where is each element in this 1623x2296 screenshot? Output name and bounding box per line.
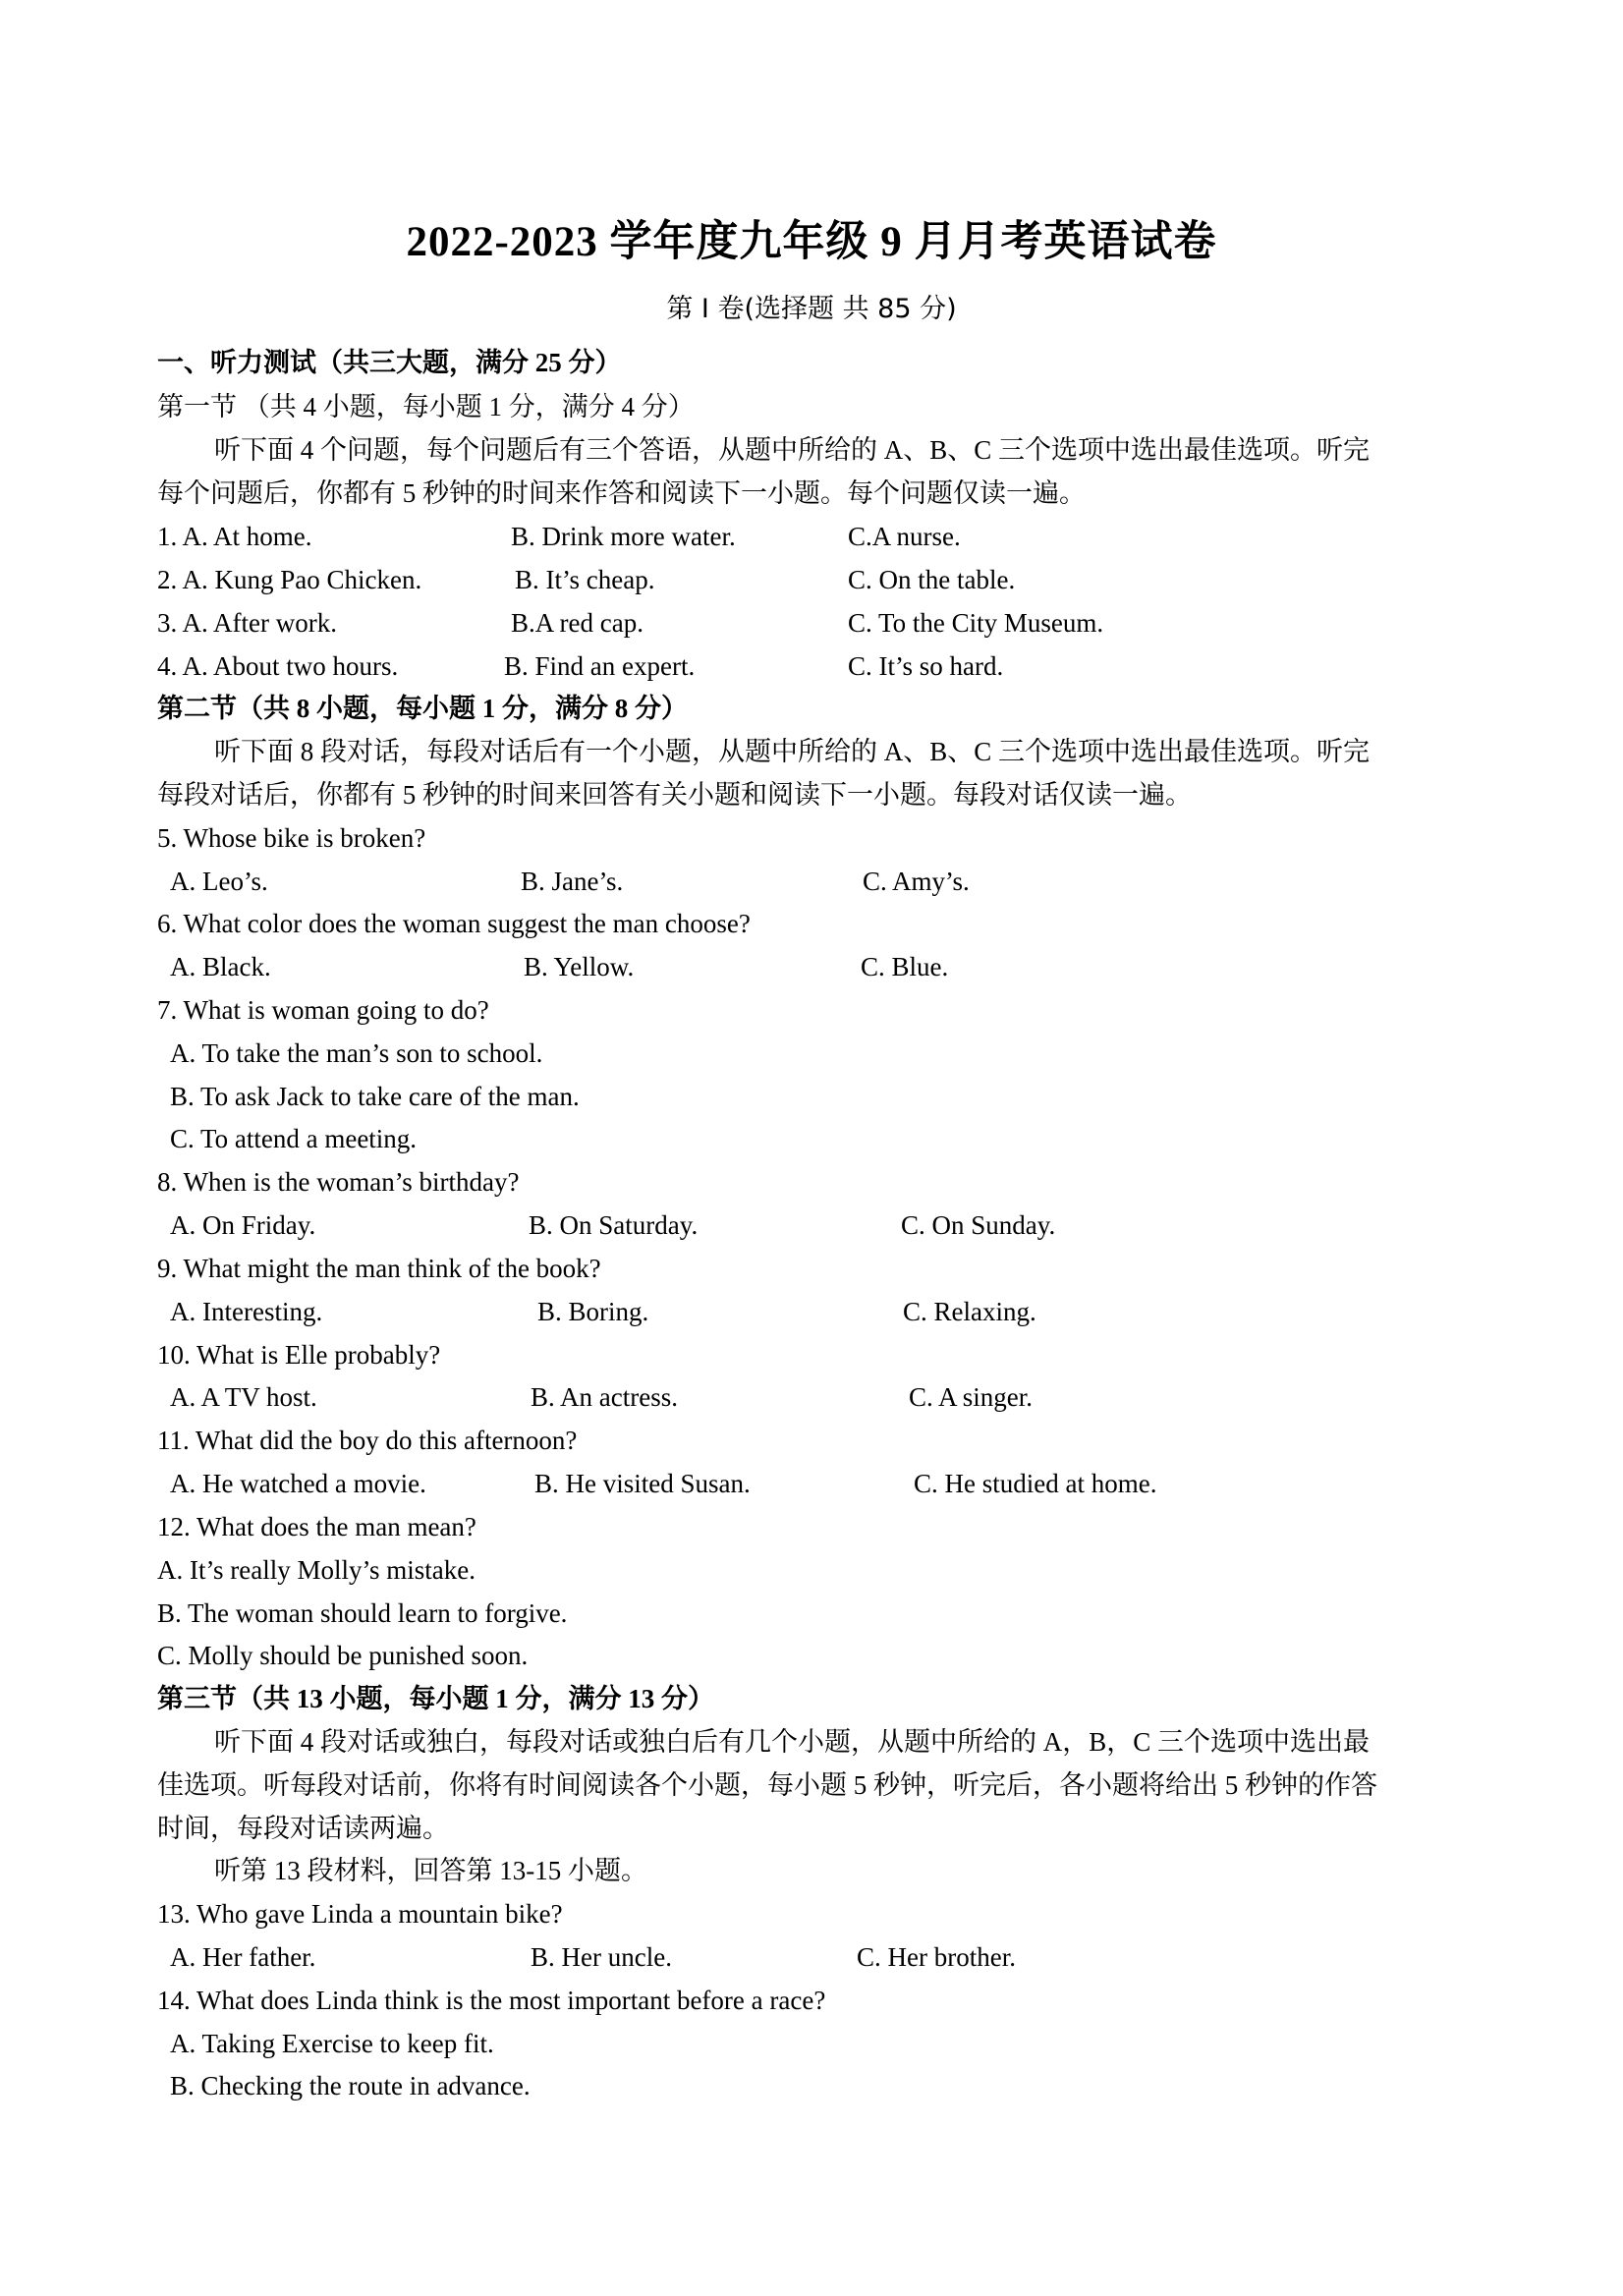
sec3-instruction-1: 听下面 4 段对话或独白，每段对话或独白后有几个小题，从题中所给的 A，B，C 三个选项中选出最	[214, 1727, 1371, 1757]
q8-question: 8. When is the woman’s birthday?	[157, 1167, 520, 1197]
q6-option-b: B. Yellow.	[524, 952, 635, 981]
q4-option-c: C. It’s so hard.	[848, 651, 1004, 681]
q13-option-c: C. Her brother.	[857, 1942, 1016, 1972]
q11-option-b: B. He visited Susan.	[534, 1469, 751, 1498]
sec2-heading: 第二节（共 8 小题，每小题 1 分，满分 8 分）	[157, 694, 688, 723]
q14-question: 14. What does Linda think is the most important before a race?	[157, 1986, 826, 2015]
q2-option-a: 2. A. Kung Pao Chicken.	[157, 565, 422, 594]
sec3-heading: 第三节（共 13 小题，每小题 1 分，满分 13 分）	[157, 1684, 714, 1713]
q9-option-c: C. Relaxing.	[903, 1297, 1036, 1326]
q4-option-a: 4. A. About two hours.	[157, 651, 399, 681]
q7-option-b: B. To ask Jack to take care of the man.	[170, 1082, 580, 1111]
q13-option-b: B. Her uncle.	[531, 1942, 672, 1972]
q14-option-b: B. Checking the route in advance.	[170, 2071, 531, 2100]
q1-option-c: C.A nurse.	[848, 522, 961, 551]
q10-option-c: C. A singer.	[909, 1382, 1034, 1412]
q5-option-c: C. Amy’s.	[863, 867, 970, 896]
q2-option-b: B. It’s cheap.	[515, 565, 655, 594]
sec1-instruction-2: 每个问题后，你都有 5 秒钟的时间来作答和阅读下一小题。每个问题仅读一遍。	[157, 478, 1086, 508]
q8-option-a: A. On Friday.	[170, 1210, 316, 1240]
sec1-instruction-1: 听下面 4 个问题，每个问题后有三个答语，从题中所给的 A、B、C 三个选项中选出最佳选项。听完	[214, 435, 1371, 465]
sec3-instruction-4: 听第 13 段材料，回答第 13-15 小题。	[214, 1856, 647, 1885]
q7-option-a: A. To take the man’s son to school.	[170, 1038, 543, 1068]
page-subtitle: 第 I 卷(选择题 共 85 分)	[666, 294, 957, 324]
q13-option-a: A. Her father.	[170, 1942, 316, 1972]
q14-option-a: A. Taking Exercise to keep fit.	[170, 2029, 494, 2058]
q9-option-b: B. Boring.	[537, 1297, 649, 1326]
sec3-instruction-2: 佳选项。听每段对话前，你将有时间阅读各个小题，每小题 5 秒钟，听完后，各小题将给出 5 秒钟的作答	[157, 1770, 1377, 1800]
q4-option-b: B. Find an expert.	[504, 651, 696, 681]
q2-option-c: C. On the table.	[848, 565, 1016, 594]
q3-option-b: B.A red cap.	[511, 608, 644, 638]
sec2-instruction-2: 每段对话后，你都有 5 秒钟的时间来回答有关小题和阅读下一小题。每段对话仅读一遍。	[157, 780, 1192, 810]
sec1-heading: 第一节 （共 4 小题，每小题 1 分，满分 4 分）	[157, 392, 695, 421]
q6-option-c: C. Blue.	[861, 952, 949, 981]
q11-question: 11. What did the boy do this afternoon?	[157, 1426, 578, 1455]
page-title: 2022-2023 学年度九年级 9 月月考英语试卷	[406, 219, 1217, 265]
q1-option-a: 1. A. At home.	[157, 522, 312, 551]
q10-question: 10. What is Elle probably?	[157, 1340, 441, 1370]
q12-option-c: C. Molly should be punished soon.	[157, 1641, 529, 1670]
q10-option-b: B. An actress.	[531, 1382, 678, 1412]
q11-option-c: C. He studied at home.	[914, 1469, 1157, 1498]
q5-option-b: B. Jane’s.	[521, 867, 624, 896]
q11-option-a: A. He watched a movie.	[170, 1469, 426, 1498]
q1-option-b: B. Drink more water.	[511, 522, 736, 551]
sec3-instruction-3: 时间，每段对话读两遍。	[157, 1814, 449, 1843]
q7-option-c: C. To attend a meeting.	[170, 1124, 418, 1153]
q5-option-a: A. Leo’s.	[170, 867, 268, 896]
q13-question: 13. Who gave Linda a mountain bike?	[157, 1899, 563, 1929]
q12-question: 12. What does the man mean?	[157, 1512, 476, 1541]
q7-question: 7. What is woman going to do?	[157, 995, 489, 1025]
q6-question: 6. What color does the woman suggest the man choose?	[157, 909, 751, 938]
q8-option-b: B. On Saturday.	[529, 1210, 699, 1240]
q9-option-a: A. Interesting.	[170, 1297, 323, 1326]
q10-option-a: A. A TV host.	[170, 1382, 317, 1412]
q9-question: 9. What might the man think of the book?	[157, 1254, 601, 1283]
q12-option-b: B. The woman should learn to forgive.	[157, 1598, 568, 1628]
q6-option-a: A. Black.	[170, 952, 271, 981]
q3-option-c: C. To the City Museum.	[848, 608, 1104, 638]
q3-option-a: 3. A. After work.	[157, 608, 337, 638]
q5-question: 5. Whose bike is broken?	[157, 823, 426, 853]
q12-option-a: A. It’s really Molly’s mistake.	[157, 1555, 476, 1585]
sec2-instruction-1: 听下面 8 段对话，每段对话后有一个小题，从题中所给的 A、B、C 三个选项中选出最佳选项。听完	[214, 737, 1371, 766]
q8-option-c: C. On Sunday.	[901, 1210, 1056, 1240]
part1-heading: 一、听力测试（共三大题，满分 25 分）	[157, 348, 622, 377]
